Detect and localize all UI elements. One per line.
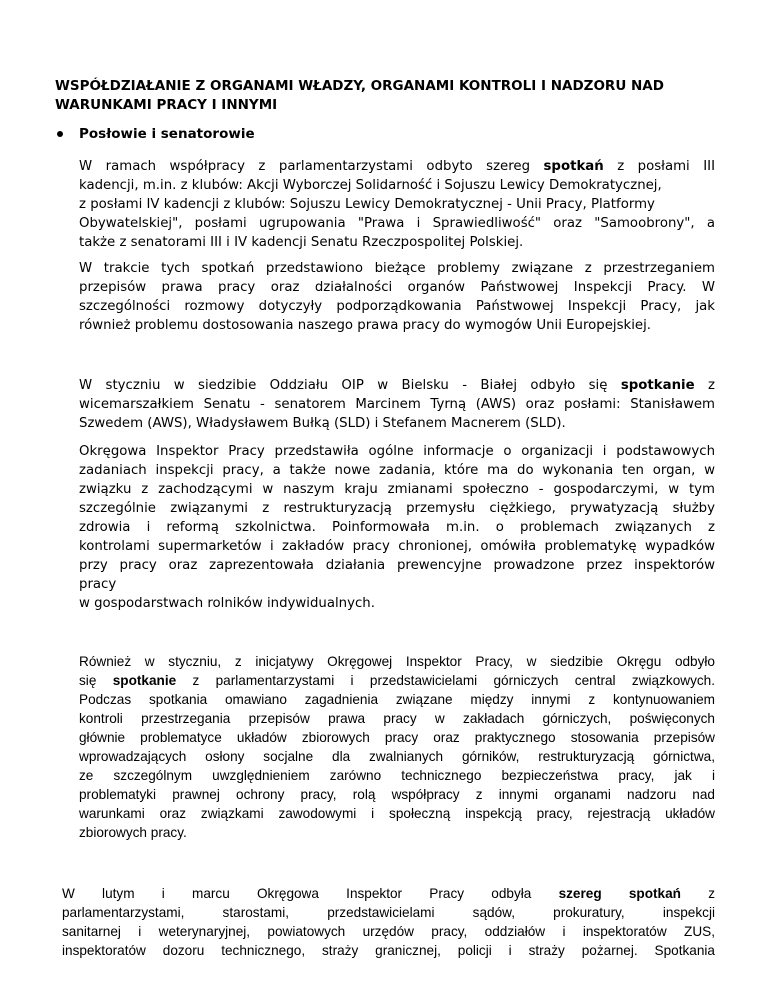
text-line: Podczas spotkania omawiano zagadnienia związane między innymi z kontynuowaniem xyxy=(79,692,715,707)
text-line: kontroli przestrzegania przepisów prawa pracy w zakładach górniczych, poświęconych xyxy=(79,711,715,726)
section-bullet xyxy=(57,124,717,144)
paragraph-2 xyxy=(79,259,715,335)
text-run: się xyxy=(79,673,113,688)
text-line: głównie problematyce układów zbiorowych pracy oraz praktycznego stosowania przepisów xyxy=(79,730,715,745)
text-line: szczególnie związanymi z restrukturyzacją przemysłu ciężkiego, prywatyzacją służby xyxy=(79,501,715,516)
text-line: kadencji, m.in. z klubów: Akcji Wyborczej Solidarność i Sojuszu Lewicy Demokratycznej, xyxy=(79,178,662,193)
paragraph-1 xyxy=(79,157,715,252)
keyword: spotkanie xyxy=(112,673,177,688)
text-line xyxy=(79,157,715,176)
text-run: z parlamentarzystami i przedstawicielami górniczych central związkowych. xyxy=(176,673,715,688)
text-line: sanitarnej i weterynaryjnej, powiatowych urzędów pracy, oddziałów i inspektoratów ZUS, xyxy=(62,924,715,939)
keyword: szereg spotkań xyxy=(558,886,681,901)
section-title: Posłowie i senatorowie xyxy=(79,126,255,142)
text-line: zdrowia i reformą szkolnictwa. Poinformowała m.in. o problemach związanych z xyxy=(79,520,715,535)
heading-line: WSPÓŁDZIAŁANIE Z ORGANAMI WŁADZY, ORGANAMI KONTROLI I NADZORU NAD xyxy=(55,78,664,94)
text-run: z xyxy=(680,886,716,901)
text-line: przy pracy oraz zaprezentowała działania prewencyjne prowadzone przez inspektorów xyxy=(79,558,715,573)
document-heading xyxy=(55,77,735,115)
text-line: Również w styczniu, z inicjatywy Okręgowej Inspektor Pracy, w siedzibie Okręgu odbyło xyxy=(79,654,715,669)
text-run: W styczniu w siedzibie Oddziału OIP w Bielsku - Białej odbyło się xyxy=(79,378,621,393)
text-line: ze szczególnym uwzględnieniem zarówno technicznego bezpieczeństwa pracy, jak i xyxy=(79,768,715,783)
text-line: zadaniach inspekcji pracy, a także nowe zadania, które ma do wykonania ten organ, w xyxy=(79,463,715,478)
text-line: wicemarszałkiem Senatu - senatorem Marcinem Tyrną (AWS) oraz posłami: Stanisławem xyxy=(79,397,715,412)
text-line: Obywatelskiej", posłami ugrupowania "Prawa i Sprawiedliwość" oraz "Samoobrony", a xyxy=(79,216,715,231)
text-line: kontrolami supermarketów i zakładów pracy chronionej, omówiła problematykę wypadków xyxy=(79,539,715,554)
text-run: W lutym i marcu Okręgowa Inspektor Pracy odbyła xyxy=(62,886,559,901)
text-line: z posłami IV kadencji z klubów: Sojuszu Lewicy Demokratycznej - Unii Pracy, Platformy xyxy=(79,197,655,212)
text-line: inspektoratów dozoru technicznego, straży granicznej, policji i straży pożarnej. Spotkania xyxy=(62,943,715,958)
text-line: szczególności rozmowy dotyczyły podporządkowania Państwowej Inspekcji Pracy, jak xyxy=(79,299,715,314)
heading-line: WARUNKAMI PRACY I INNYMI xyxy=(55,97,278,113)
text-run: z posłami III xyxy=(603,159,715,174)
text-line: również problemu dostosowania naszego prawa pracy do wymogów Unii Europejskiej. xyxy=(79,318,651,333)
paragraph-5 xyxy=(79,652,715,842)
text-line: W trakcie tych spotkań przedstawiono bieżące problemy związane z przestrzeganiem xyxy=(79,261,715,276)
text-line: Okręgowa Inspektor Pracy przedstawiła ogólne informacje o organizacji i podstawowych xyxy=(79,444,715,459)
text-run: W ramach współpracy z parlamentarzystami odbyto szereg xyxy=(79,159,544,174)
text-line: Szwedem (AWS), Władysławem Bułką (SLD) i Stefanem Macnerem (SLD). xyxy=(79,416,566,431)
bullet-icon xyxy=(57,131,63,137)
text-line xyxy=(62,884,715,903)
text-line: zbiorowych pracy. xyxy=(79,825,187,840)
paragraph-3 xyxy=(79,376,715,433)
text-line: związku z zachodzącymi w naszym kraju zmianami społeczno - gospodarczymi, w tym xyxy=(79,482,715,497)
text-line: parlamentarzystami, starostami, przedstawicielami sądów, prokuratury, inspekcji xyxy=(62,905,715,920)
text-line: pracy xyxy=(79,577,117,592)
text-line: wprowadzających osłony socjalne dla zwalnianych górników, restrukturyzacją górnictwa, xyxy=(79,749,715,764)
keyword: spotkanie xyxy=(620,378,695,393)
text-line: problematyki prawnej ochrony pracy, rolą współpracy z innymi organami nadzoru nad xyxy=(79,787,715,802)
text-line xyxy=(79,376,715,395)
paragraph-4 xyxy=(79,442,715,613)
text-line xyxy=(79,671,715,690)
text-line: w gospodarstwach rolników indywidualnych. xyxy=(79,596,375,611)
text-line: także z senatorami III i IV kadencji Senatu Rzeczpospolitej Polskiej. xyxy=(79,235,524,250)
text-line: warunkami oraz związkami zawodowymi i społeczną inspekcją pracy, rejestracją układów xyxy=(79,806,715,821)
paragraph-6 xyxy=(62,884,715,960)
text-line: przepisów prawa pracy oraz działalności organów Państwowej Inspekcji Pracy. W xyxy=(79,280,715,295)
text-run: z xyxy=(694,378,715,393)
keyword: spotkań xyxy=(543,159,604,174)
